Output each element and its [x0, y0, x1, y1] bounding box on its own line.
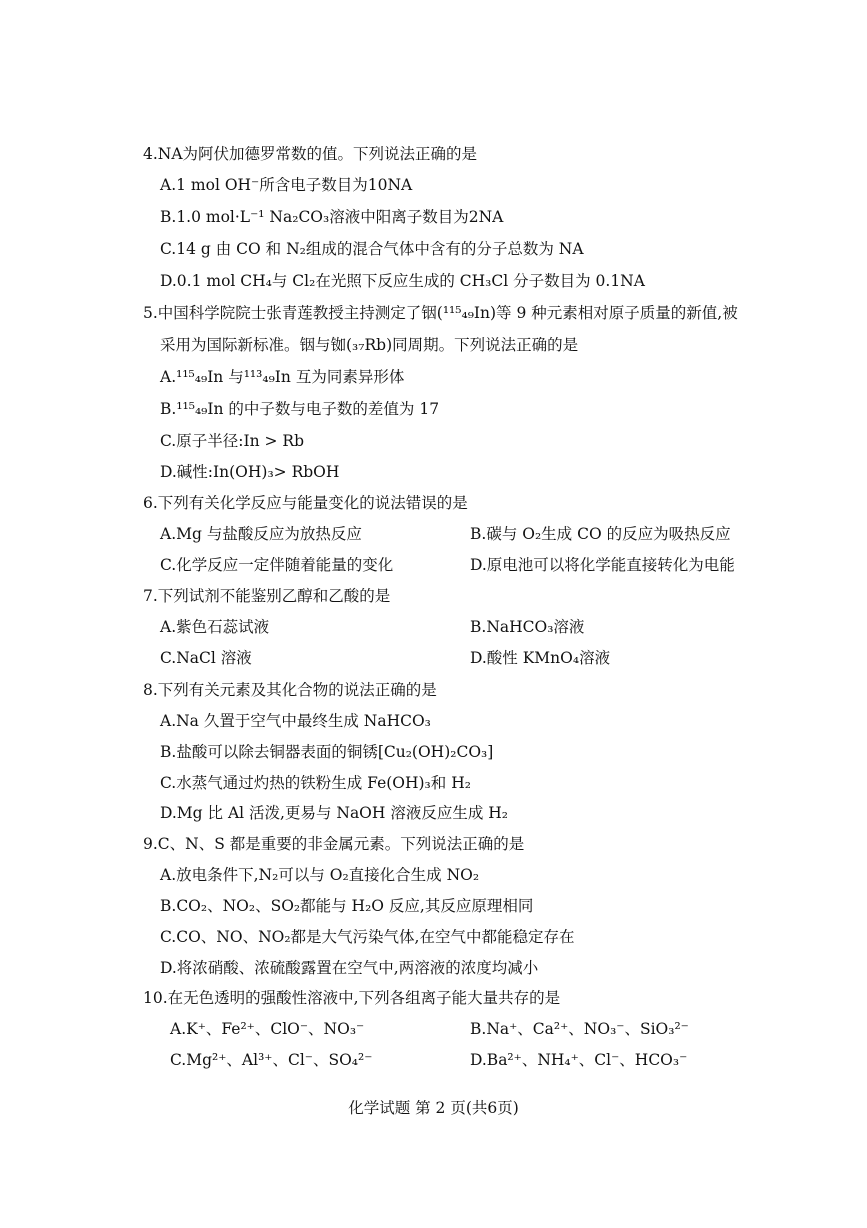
- question-8-stem: 8.下列有关元素及其化合物的说法正确的是: [143, 681, 437, 699]
- question-8-option-c: C.水蒸气通过灼热的铁粉生成 Fe(OH)₃和 H₂: [160, 774, 471, 792]
- question-4-option-d: D.0.1 mol CH₄与 Cl₂在光照下反应生成的 CH₃Cl 分子数目为 0.1NA: [160, 272, 645, 290]
- question-6-option-b: B.碳与 O₂生成 CO 的反应为吸热反应: [470, 525, 731, 543]
- question-9-option-a: A.放电条件下,N₂可以与 O₂直接化合生成 NO₂: [160, 866, 480, 884]
- question-4-option-a: A.1 mol OH⁻所含电子数目为10NA: [160, 176, 413, 194]
- question-10-option-b: B.Na⁺、Ca²⁺、NO₃⁻、SiO₃²⁻: [470, 1020, 689, 1038]
- question-7-option-a: A.紫色石蕊试液: [160, 618, 270, 636]
- question-7-option-c: C.NaCl 溶液: [160, 649, 252, 667]
- question-4-option-c: C.14 g 由 CO 和 N₂组成的混合气体中含有的分子总数为 NA: [160, 240, 584, 258]
- question-5-option-d: D.碱性:In(OH)₃> RbOH: [160, 463, 340, 481]
- page-footer: 化学试题 第 2 页(共6页): [348, 1099, 519, 1117]
- question-5-option-b: B.¹¹⁵₄₉In 的中子数与电子数的差值为 17: [160, 400, 440, 418]
- question-7-option-b: B.NaHCO₃溶液: [470, 618, 585, 636]
- question-10-option-a: A.K⁺、Fe²⁺、ClO⁻、NO₃⁻: [170, 1020, 365, 1038]
- question-9-option-c: C.CO、NO、NO₂都是大气污染气体,在空气中都能稳定存在: [160, 928, 575, 946]
- question-9-stem: 9.C、N、S 都是重要的非金属元素。下列说法正确的是: [143, 835, 525, 853]
- question-5-option-a: A.¹¹⁵₄₉In 与¹¹³₄₉In 互为同素异形体: [160, 368, 405, 386]
- question-5-stem-line2: 采用为国际新标准。铟与铷(₃₇Rb)同周期。下列说法正确的是: [160, 336, 579, 354]
- question-8-option-a: A.Na 久置于空气中最终生成 NaHCO₃: [160, 712, 431, 730]
- question-5-option-c: C.原子半径:In > Rb: [160, 432, 304, 450]
- question-6-stem: 6.下列有关化学反应与能量变化的说法错误的是: [143, 494, 468, 512]
- question-9-option-d: D.将浓硝酸、浓硫酸露置在空气中,两溶液的浓度均减小: [160, 959, 539, 977]
- question-4-option-b: B.1.0 mol·L⁻¹ Na₂CO₃溶液中阳离子数目为2NA: [160, 208, 504, 226]
- question-4-stem: 4.NA为阿伏加德罗常数的值。下列说法正确的是: [143, 145, 478, 163]
- question-10-option-c: C.Mg²⁺、Al³⁺、Cl⁻、SO₄²⁻: [170, 1051, 373, 1069]
- question-7-option-d: D.酸性 KMnO₄溶液: [470, 649, 611, 667]
- question-10-option-d: D.Ba²⁺、NH₄⁺、Cl⁻、HCO₃⁻: [470, 1051, 688, 1069]
- question-10-stem: 10.在无色透明的强酸性溶液中,下列各组离子能大量共存的是: [143, 989, 561, 1007]
- question-6-option-a: A.Mg 与盐酸反应为放热反应: [160, 525, 362, 543]
- question-8-option-d: D.Mg 比 Al 活泼,更易与 NaOH 溶液反应生成 H₂: [160, 804, 508, 822]
- question-9-option-b: B.CO₂、NO₂、SO₂都能与 H₂O 反应,其反应原理相同: [160, 897, 534, 915]
- question-8-option-b: B.盐酸可以除去铜器表面的铜锈[Cu₂(OH)₂CO₃]: [160, 743, 494, 761]
- question-6-option-c: C.化学反应一定伴随着能量的变化: [160, 556, 394, 574]
- question-5-stem-line1: 5.中国科学院院士张青莲教授主持测定了铟(¹¹⁵₄₉In)等 9 种元素相对原子质量的新值,被: [143, 304, 738, 322]
- question-7-stem: 7.下列试剂不能鉴别乙醇和乙酸的是: [143, 587, 391, 605]
- question-6-option-d: D.原电池可以将化学能直接转化为电能: [470, 556, 735, 574]
